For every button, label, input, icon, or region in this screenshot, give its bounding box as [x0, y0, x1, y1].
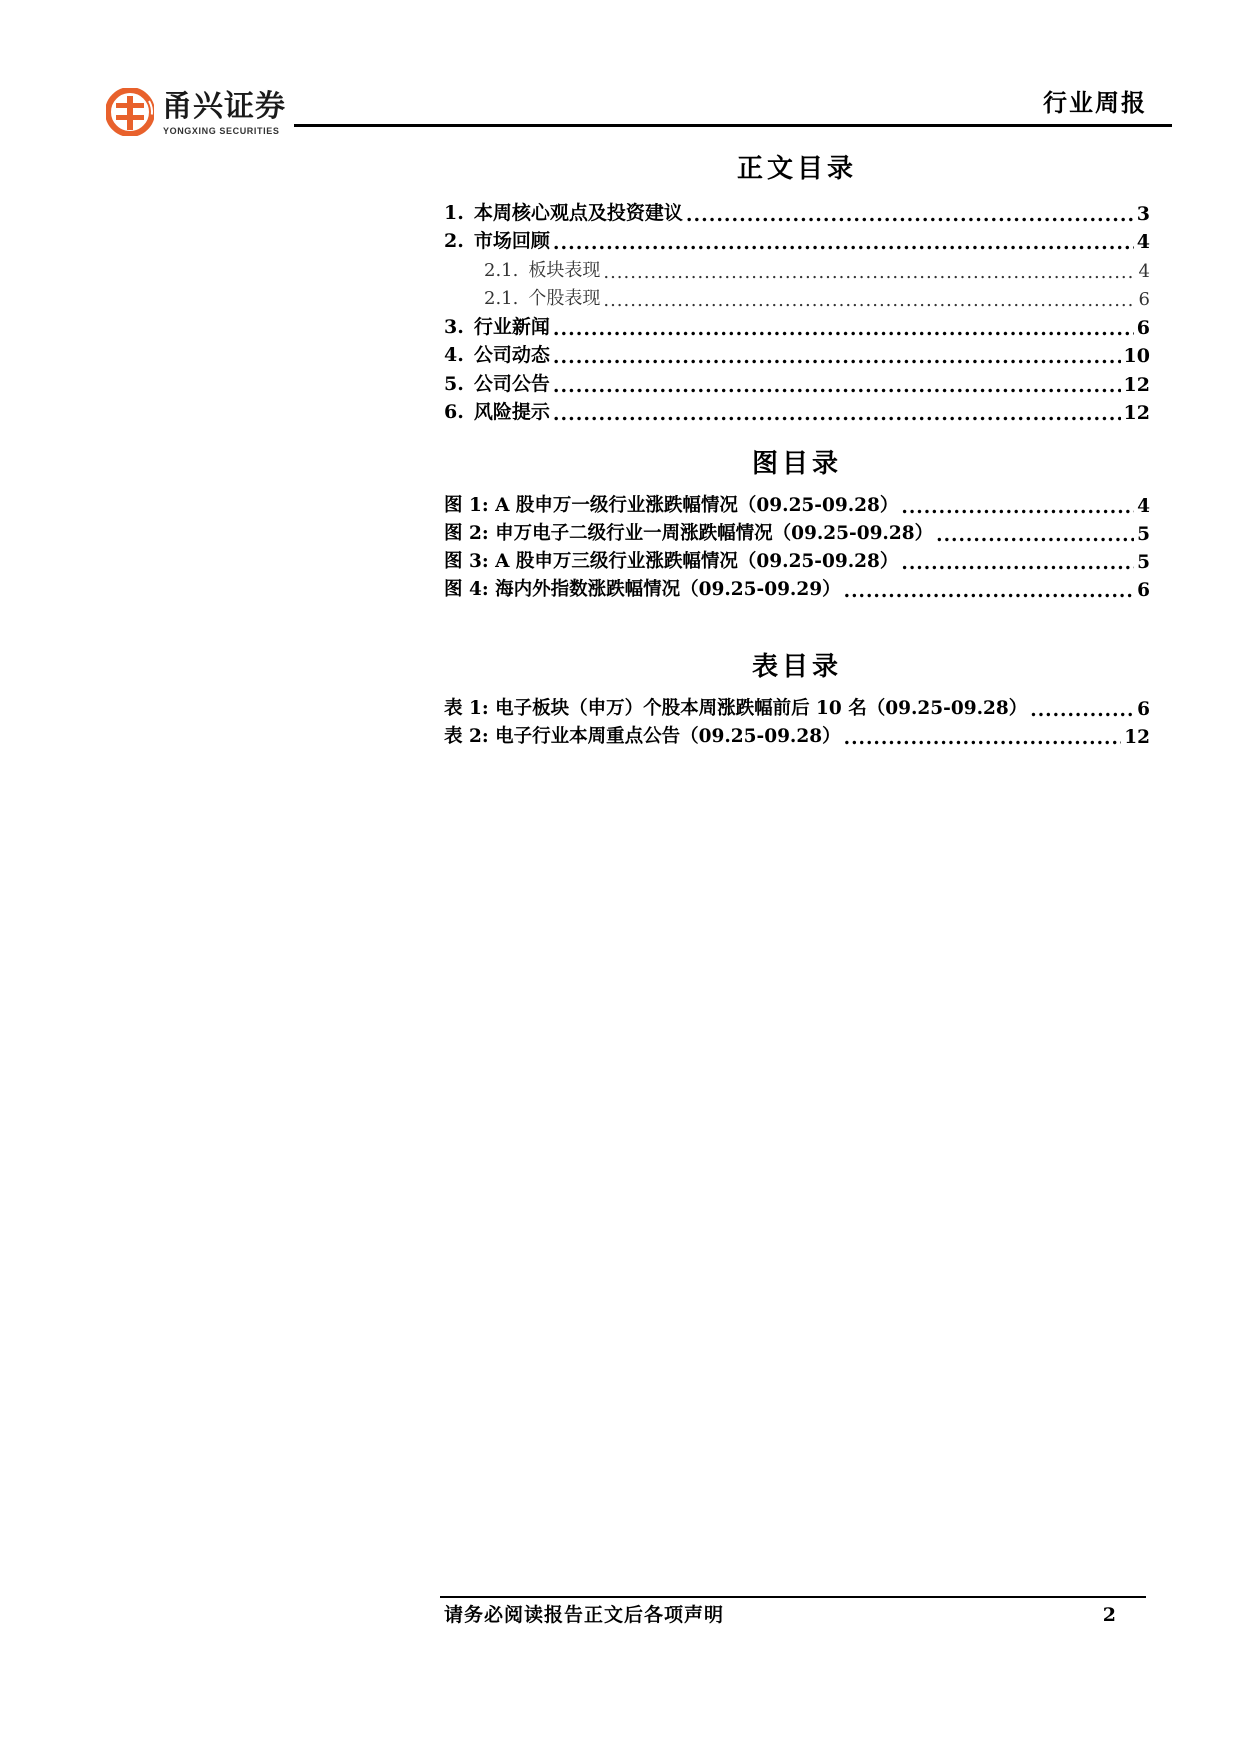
toc-entry-page: 12 [1123, 373, 1150, 396]
figure-entry[interactable] [444, 573, 1150, 601]
dot-leader [844, 583, 1135, 602]
figure-entry-page: 6 [1137, 580, 1150, 601]
logo-chinese-name: 甬兴证券 [162, 89, 286, 124]
toc-entry-number: 6. [444, 401, 464, 423]
toc-entry[interactable] [444, 310, 1150, 339]
tables-title: 表目录 [751, 652, 842, 682]
dot-leader [553, 320, 1134, 339]
dot-leader [553, 377, 1121, 396]
figure-entry-page: 5 [1137, 524, 1150, 545]
dot-leader [553, 234, 1134, 253]
dot-leader [936, 527, 1134, 546]
toc-subentry[interactable] [444, 282, 1150, 311]
toc-entry-label: 公司公告 [473, 372, 550, 395]
yongxing-logo-icon [106, 88, 154, 136]
figures-list [444, 489, 1150, 601]
toc-subentry[interactable] [444, 253, 1150, 282]
tables-list [444, 692, 1150, 748]
table-entry[interactable] [444, 692, 1150, 720]
dot-leader [686, 206, 1134, 225]
toc-entry[interactable] [444, 196, 1150, 225]
dot-leader [844, 730, 1122, 749]
figure-entry[interactable] [444, 517, 1150, 545]
toc-entry[interactable] [444, 225, 1150, 254]
figure-entry-label: 图 3: A 股申万三级行业涨跌幅情况（09.25-09.28） [444, 551, 899, 572]
dot-leader [1030, 702, 1134, 721]
table-entry-label: 表 1: 电子板块（申万）个股本周涨跌幅前后 10 名（09.25-09.28） [444, 698, 1028, 719]
company-logo [106, 88, 296, 140]
footer-divider [440, 1596, 1146, 1598]
toc-entry-number: 2.1. [484, 288, 519, 309]
page-number: 2 [1102, 1604, 1116, 1626]
report-type-label: 行业周报 [1043, 88, 1147, 117]
dot-leader [603, 264, 1135, 282]
tables-section [444, 650, 1150, 748]
toc-entry[interactable] [444, 396, 1150, 425]
toc-entry-page: 4 [1136, 231, 1150, 253]
toc-entry-page: 10 [1123, 345, 1150, 367]
figure-entry[interactable] [444, 545, 1150, 573]
toc-entry-number: 1. [444, 201, 464, 224]
figures-section [444, 447, 1150, 601]
dot-leader [603, 292, 1135, 310]
dot-leader [901, 555, 1134, 574]
toc-entry-page: 6 [1136, 316, 1150, 339]
table-entry-page: 6 [1137, 699, 1150, 720]
toc-entry-label: 市场回顾 [473, 230, 550, 252]
figure-entry-page: 4 [1137, 496, 1150, 517]
toc-entry-number: 4. [444, 344, 464, 366]
logo-english-name: YONGXING SECURITIES [163, 126, 280, 136]
dot-leader [553, 405, 1121, 424]
figure-entry-label: 图 2: 申万电子二级行业一周涨跌幅情况（09.25-09.28） [444, 523, 934, 544]
contents-list [444, 196, 1150, 424]
toc-entry-label: 风险提示 [473, 401, 550, 423]
toc-entry-label: 行业新闻 [473, 315, 550, 338]
toc-entry-number: 2.1. [484, 259, 519, 281]
toc-entry-number: 3. [444, 315, 464, 338]
table-entry-label: 表 2: 电子行业本周重点公告（09.25-09.28） [444, 726, 841, 747]
toc-entry-page: 4 [1138, 260, 1150, 282]
dot-leader [901, 499, 1134, 518]
dot-leader [553, 348, 1121, 367]
toc-entry-page: 3 [1136, 202, 1150, 225]
toc-entry[interactable] [444, 367, 1150, 396]
contents-title: 正文目录 [736, 154, 857, 184]
figure-entry-page: 5 [1137, 552, 1150, 573]
toc-entry[interactable] [444, 339, 1150, 368]
table-entry-page: 12 [1124, 727, 1150, 748]
figure-entry-label: 图 4: 海内外指数涨跌幅情况（09.25-09.29） [444, 579, 841, 600]
table-entry[interactable] [444, 720, 1150, 748]
toc-entry-page: 6 [1138, 289, 1150, 310]
disclaimer-note: 请务必阅读报告正文后各项声明 [444, 1604, 725, 1626]
toc-entry-label: 公司动态 [473, 344, 550, 366]
header-divider [294, 124, 1172, 127]
figures-title: 图目录 [751, 449, 842, 479]
figure-entry-label: 图 1: A 股申万一级行业涨跌幅情况（09.25-09.28） [444, 495, 899, 516]
toc-entry-number: 2. [444, 230, 464, 252]
toc-entry-number: 5. [444, 372, 464, 395]
toc-entry-page: 12 [1123, 402, 1150, 424]
toc-entry-label: 个股表现 [528, 288, 601, 309]
figure-entry[interactable] [444, 489, 1150, 517]
toc-entry-label: 本周核心观点及投资建议 [473, 201, 683, 224]
toc-entry-label: 板块表现 [528, 259, 601, 281]
contents-section [444, 152, 1150, 424]
